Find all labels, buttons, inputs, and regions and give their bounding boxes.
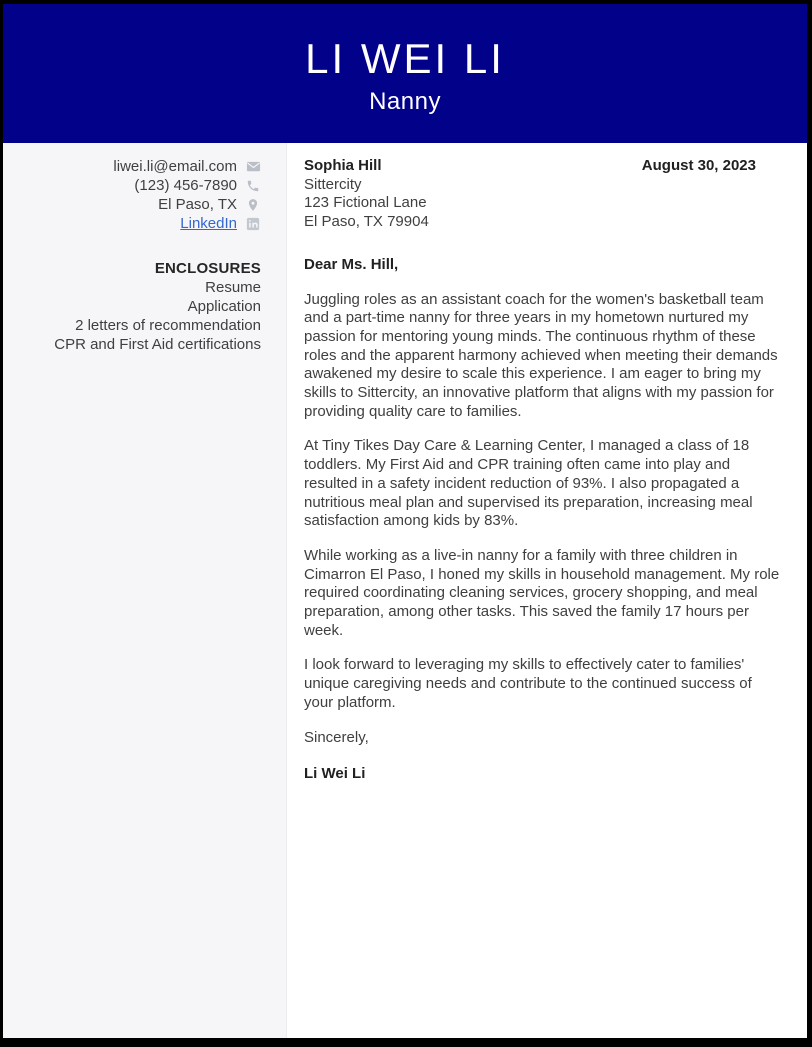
contact-location-row [15,195,261,214]
enclosure-item: CPR and First Aid certifications [54,336,261,353]
contact-email-row [15,157,261,176]
phone-icon [245,179,261,193]
recipient-company: Sittercity [304,175,362,193]
recipient-street: 123 Fictional Lane [304,194,427,212]
location-text: El Paso, TX [158,196,237,213]
content-columns [3,143,807,1038]
cover-letter-page [3,4,807,1038]
letter-head [304,157,780,232]
email-text: liwei.li@email.com [113,158,237,175]
phone-text: (123) 456-7890 [134,177,237,194]
contact-phone-row [15,176,261,195]
recipient-name: Sophia Hill [304,157,382,174]
letter-header [3,4,807,143]
salutation: Dear Ms. Hill, [304,255,399,273]
enclosure-item: Resume [205,279,261,296]
letter-date: August 30, 2023 [641,157,756,174]
recipient-block [304,157,429,232]
recipient-city: El Paso, TX 79904 [304,213,429,231]
body-paragraph: While working as a live-in nanny for a family with three children in Cimarron El Paso, I honed my skills in household management. My role required coordinating cleaning services, grocery shopping, and meal preparation, among other tasks. This saved the family 17 hours per week. [304,546,780,639]
linkedin-link[interactable]: LinkedIn [180,215,237,232]
applicant-job-title: Nanny [369,88,441,116]
location-icon [245,198,261,212]
letter-body [287,143,807,1038]
applicant-name: LI WEI LI [305,35,505,82]
enclosure-item: 2 letters of recommendation [75,317,261,334]
contact-linkedin-row [15,214,261,233]
body-paragraph: Juggling roles as an assistant coach for the women's basketball team and a part-time nanny for three years in my hometown nurtured my passion for mentoring young minds. The continuous rhythm of these roles and the apparent harmony achieved when meeting their demands awakened my desire to scale this experience. I am eager to bring my skills to Sittercity, an innovative platform that aligns with my passion for providing quality care to families. [304,290,778,420]
signature-name: Li Wei Li [304,765,366,783]
enclosures-section [15,259,261,354]
enclosure-item: Application [187,298,261,315]
linkedin-icon [245,217,261,231]
enclosures-heading: ENCLOSURES [154,260,261,277]
email-icon [245,159,261,174]
body-paragraph: I look forward to leveraging my skills to effectively cater to families' unique caregiving needs and contribute to the continued success of your platform. [304,656,752,711]
closing: Sincerely, [304,728,369,746]
body-paragraph: At Tiny Tikes Day Care & Learning Center, I managed a class of 18 toddlers. My First Aid and CPR training often came into play and resulted in a safety incident reduction of 93%. I also propagated a nutritious meal plan and supervised its preparation, increasing meal satisfaction among kids by 83%. [304,437,753,530]
sidebar [3,143,287,1038]
